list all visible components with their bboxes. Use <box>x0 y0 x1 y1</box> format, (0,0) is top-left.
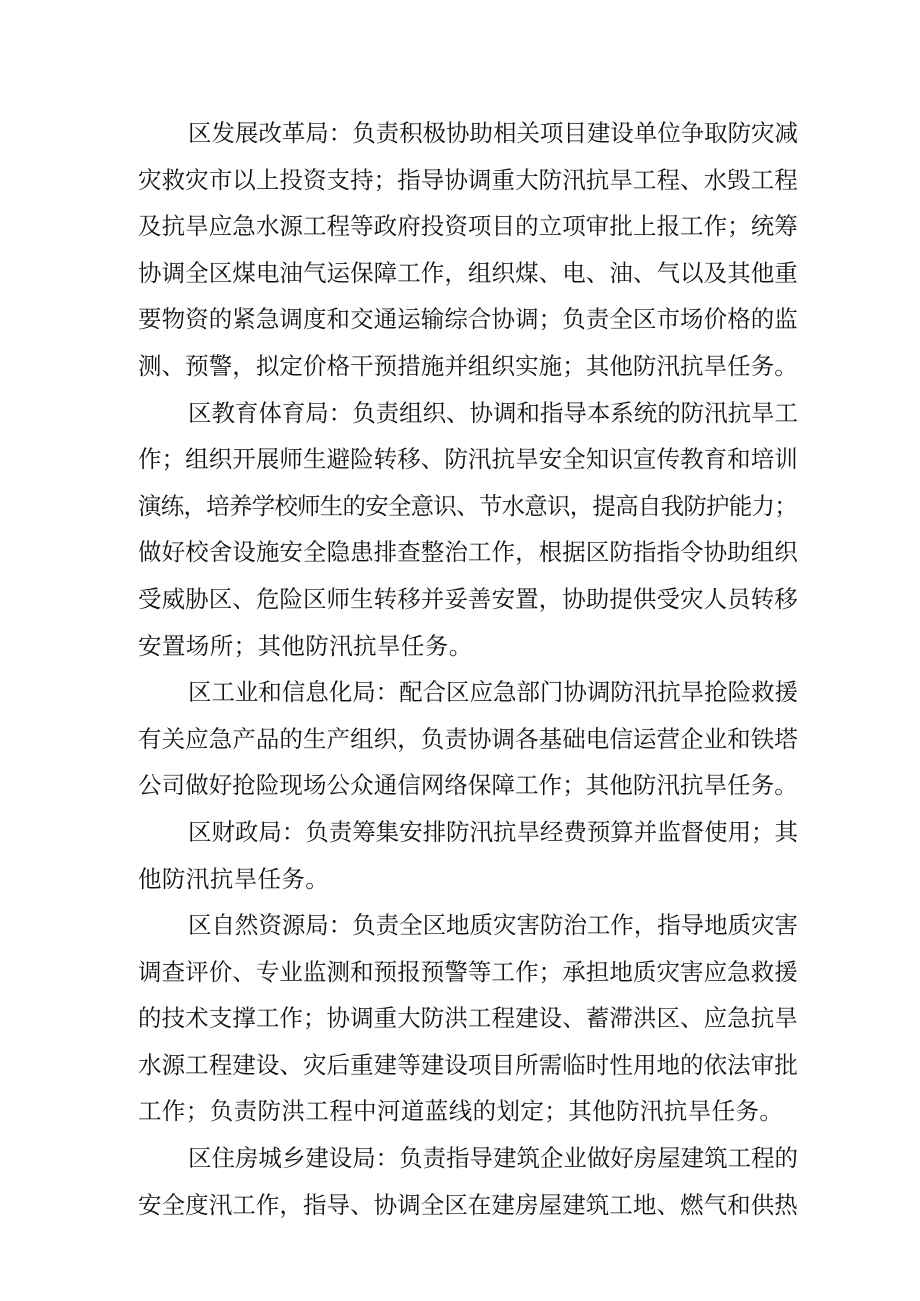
text-line: 区自然资源局：负责全区地质灾害防治工作，指导地质灾害 <box>188 911 798 940</box>
text-line: 安置场所；其他防汛抗旱任务。 <box>138 631 473 660</box>
text-line: 区教育体育局：负责组织、协调和指导本系统的防汛抗旱工 <box>188 398 798 427</box>
text-line: 测、预警，拟定价格干预措施并组织实施；其他防汛抗旱任务。 <box>138 351 798 380</box>
text-line: 有关应急产品的生产组织，负责协调各基础电信运营企业和铁塔 <box>138 724 798 753</box>
text-line: 及抗旱应急水源工程等政府投资项目的立项审批上报工作；统筹 <box>138 212 798 241</box>
text-line: 公司做好抢险现场公众通信网络保障工作；其他防汛抗旱任务。 <box>138 771 798 800</box>
text-line: 演练，培养学校师生的安全意识、节水意识，提高自我防护能力； <box>138 491 797 520</box>
text-line: 区财政局：负责筹集安排防汛抗旱经费预算并监督使用；其 <box>188 817 798 846</box>
text-line: 做好校舍设施安全隐患排查整治工作，根据区防指指令协助组织 <box>138 538 798 567</box>
paragraph-finance-bureau <box>138 809 798 902</box>
paragraph-natural-resources-bureau <box>138 902 798 1135</box>
text-line: 区发展改革局：负责积极协助相关项目建设单位争取防灾减 <box>188 119 798 147</box>
text-line: 灾救灾市以上投资支持；指导协调重大防汛抗旱工程、水毁工程 <box>138 165 798 194</box>
text-line: 协调全区煤电油气运保障工作，组织煤、电、油、气以及其他重 <box>138 258 798 287</box>
text-line: 作；组织开展师生避险转移、防汛抗旱安全知识宣传教育和培训 <box>138 445 798 474</box>
paragraph-housing-urban-rural-bureau <box>138 1135 798 1228</box>
text-line: 他防汛抗旱任务。 <box>138 864 330 893</box>
paragraph-education-sports-bureau <box>138 390 798 670</box>
text-line: 调查评价、专业监测和预报预警等工作；承担地质灾害应急救援 <box>138 957 798 986</box>
paragraph-industry-it-bureau <box>138 669 798 809</box>
document-page <box>138 110 798 1228</box>
text-line: 工作；负责防洪工程中河道蓝线的划定；其他防汛抗旱任务。 <box>138 1097 784 1126</box>
text-line: 水源工程建设、灾后重建等建设项目所需临时性用地的依法审批 <box>138 1050 798 1079</box>
text-line: 安全度汛工作，指导、协调全区在建房屋建筑工地、燃气和供热 <box>138 1190 798 1219</box>
text-line: 区住房城乡建设局：负责指导建筑企业做好房屋建筑工程的 <box>188 1144 798 1173</box>
text-line: 要物资的紧急调度和交通运输综合协调；负责全区市场价格的监 <box>138 305 798 334</box>
paragraph-development-reform-bureau <box>138 110 798 390</box>
text-line: 区工业和信息化局：配合区应急部门协调防汛抗旱抢险救援 <box>188 678 798 707</box>
text-line: 受威胁区、危险区师生转移并妥善安置，协助提供受灾人员转移 <box>138 584 798 613</box>
text-line: 的技术支撑工作；协调重大防洪工程建设、蓄滞洪区、应急抗旱 <box>138 1004 798 1033</box>
